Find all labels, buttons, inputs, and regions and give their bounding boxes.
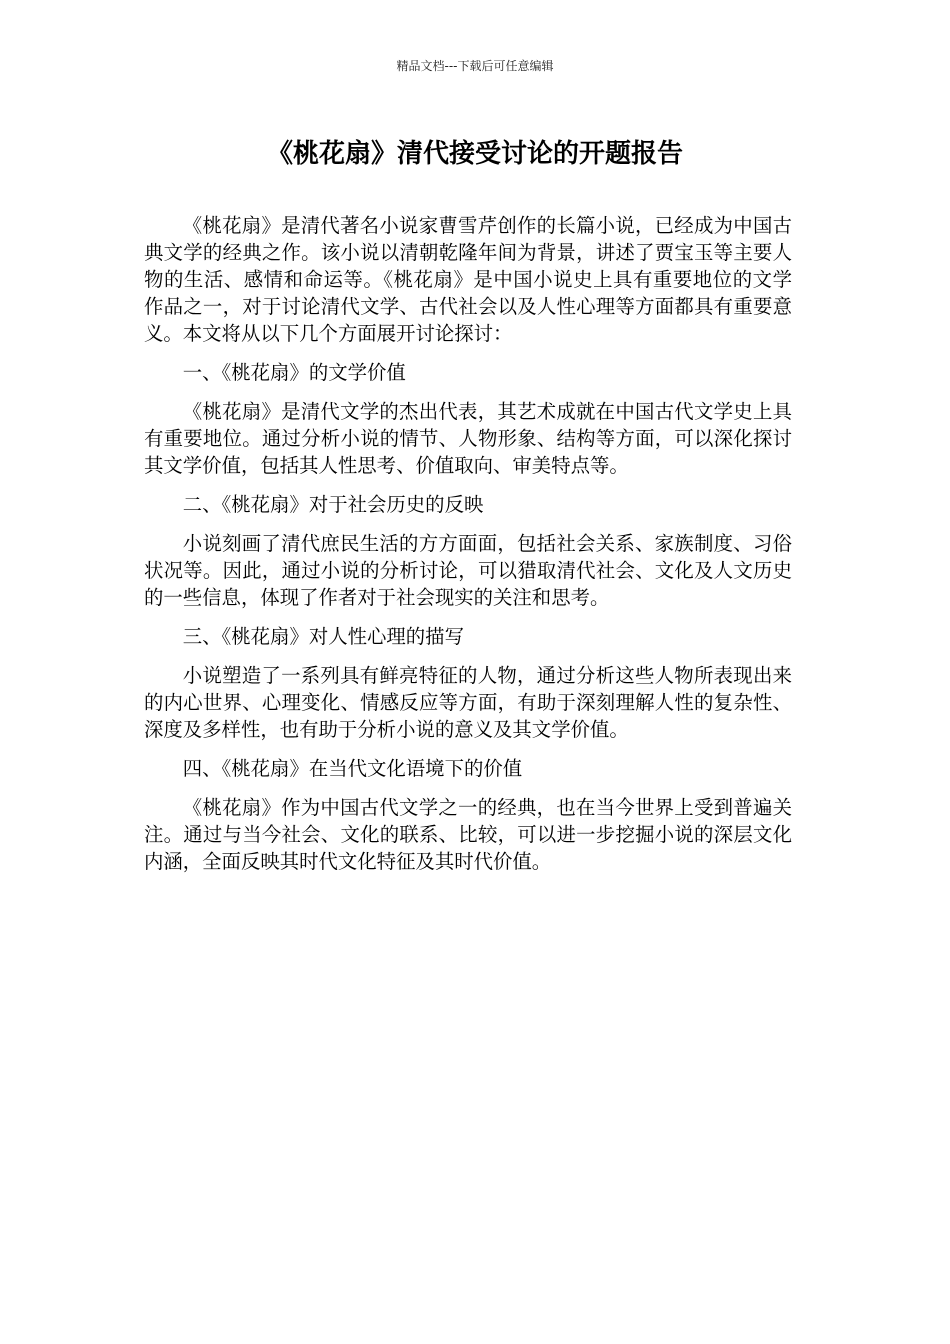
section-paragraph-3: 小说塑造了一系列具有鲜亮特征的人物，通过分析这些人物所表现出来的内心世界、心理变化、情感反应等方面，有助于深刻理解人性的复杂性、深度及多样性，也有助于分析小说的意义及其文学价值。 [144, 664, 792, 741]
page-header: 精品文档---下载后可任意编辑 [396, 59, 554, 73]
section-paragraph-4: 《桃花扇》作为中国古代文学之一的经典，也在当今世界上受到普遍关注。通过与当今社会、文化的联系、比较，可以进一步挖掘小说的深层文化内涵，全面反映其时代文化特征及其时代价值。 [144, 796, 792, 873]
document-body [144, 212, 792, 887]
section-heading-2: 二、《桃花扇》对于社会历史的反映 [182, 493, 484, 516]
section-heading-1: 一、《桃花扇》的文学价值 [182, 361, 406, 384]
document-title: 《桃花扇》清代接受讨论的开题报告 [266, 139, 683, 169]
section-heading-4: 四、《桃花扇》在当代文化语境下的价值 [182, 757, 523, 780]
intro-paragraph: 《桃花扇》是清代著名小说家曹雪芹创作的长篇小说，已经成为中国古典文学的经典之作。该小说以清朝乾隆年间为背景，讲述了贾宝玉等主要人物的生活、感情和命运等。《桃花扇》是中国小说史上具有重要地位的文学作品之一，对于讨论清代文学、古代社会以及人性心理等方面都具有重要意义。本文将从以下几个方面展开讨论探讨： [144, 214, 792, 345]
section-heading-3: 三、《桃花扇》对人性心理的描写 [182, 625, 464, 648]
section-paragraph-2: 小说刻画了清代庶民生活的方方面面，包括社会关系、家族制度、习俗状况等。因此，通过小说的分析讨论，可以猎取清代社会、文化及人文历史的一些信息，体现了作者对于社会现实的关注和思考。 [144, 532, 792, 609]
section-paragraph-1: 《桃花扇》是清代文学的杰出代表，其艺术成就在中国古代文学史上具有重要地位。通过分析小说的情节、人物形象、结构等方面，可以深化探讨其文学价值，包括其人性思考、价值取向、审美特点等。 [144, 400, 792, 477]
